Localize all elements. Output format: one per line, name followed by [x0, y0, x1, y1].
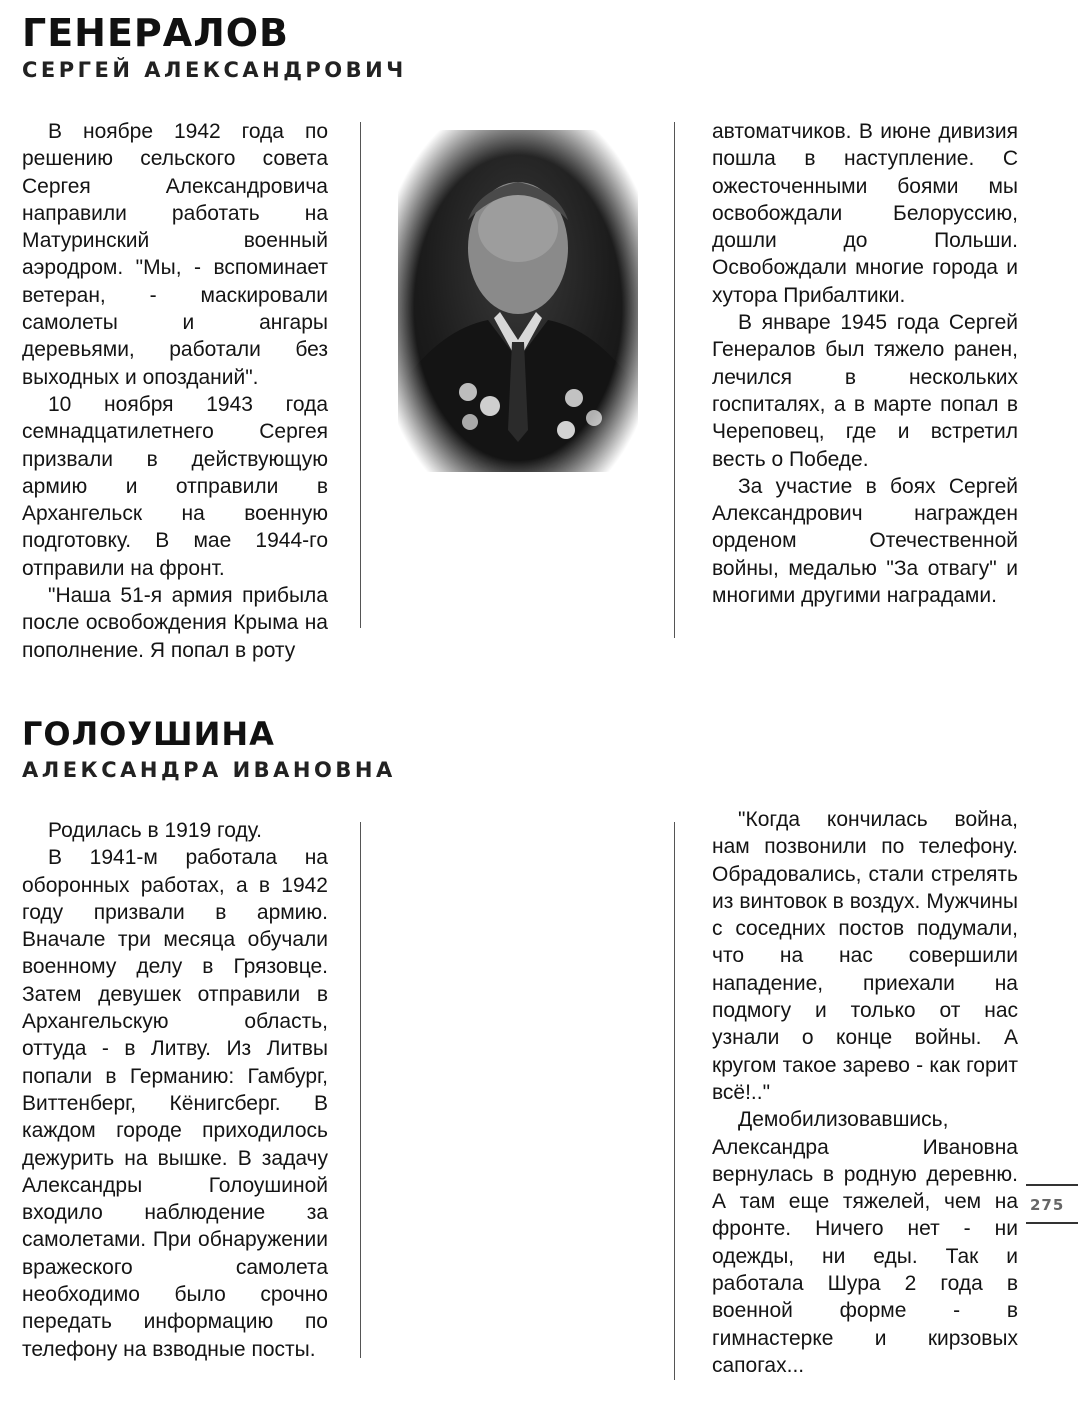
- paragraph: Демобилизовавшись, Александра Ивановна вернулась в родную деревню. А там еще тяжелей, чем на фронте. Ничего нет - ни одежды, ни еды. Так и работала Шура 2 года в военной форме - в гимнастерке и кирзовых сапогах...: [712, 1108, 1018, 1377]
- page-number: 275: [1030, 1196, 1065, 1214]
- paragraph: Родилась в 1919 году.: [48, 819, 262, 842]
- paragraph: За участие в боях Сергей Александрович награжден орденом Отечественной войны, медалью "За отвагу" и многими другими наградами.: [712, 474, 1018, 608]
- page-number-rule-top: [1026, 1184, 1078, 1186]
- portrait-illustration: [398, 130, 638, 472]
- entry-2-given-names: АЛЕКСАНДРА ИВАНОВНА: [22, 758, 396, 782]
- entry-1-surname: ГЕНЕРАЛОВ: [22, 11, 290, 55]
- paragraph: В ноябре 1942 года по решению сельского совета Сергея Александровича направили работать на Матуринский военный аэродром. "Мы, - вспоминает ветеран, - маскировали самолеты и ангары деревьями, работали без выходных и опозданий".: [22, 120, 328, 389]
- veteran-portrait-photo: [398, 130, 638, 472]
- entry-1-left-column: [22, 118, 328, 664]
- column-divider: [674, 822, 675, 1380]
- entry-1-right-column: [712, 118, 1018, 609]
- entry-2-surname: ГОЛОУШИНА: [22, 715, 275, 753]
- paragraph: "Когда кончилась война, нам позвонили по телефону. Обрадовались, стали стрелять из винтовок в воздух. Мужчины с соседних постов подумали, что на нас совершили нападение, приехали на подмогу и только от нас узнали о конце войны. А кругом такое зарево - как горит всё!..": [712, 808, 1018, 1104]
- paragraph: В январе 1945 года Сергей Генералов был тяжело ранен, лечился в нескольких госпиталях, а в марте попал в Череповец, где и встретил весть о Победе.: [712, 311, 1018, 471]
- paragraph: 10 ноября 1943 года семнадцатилетнего Сергея призвали в действующую армию и отправили в Архангельск на военную подготовку. В мае 1944-го отправили на фронт.: [22, 392, 328, 580]
- entry-1-given-names: СЕРГЕЙ АЛЕКСАНДРОВИЧ: [22, 58, 407, 82]
- page-number-rule-bottom: [1026, 1222, 1078, 1224]
- column-divider: [360, 122, 361, 628]
- paragraph: "Наша 51-я армия прибыла после освобождения Крыма на пополнение. Я попал в роту: [22, 584, 328, 662]
- paragraph: автоматчиков. В июне дивизия пошла в наступление. С ожесточенными боями мы освобождали Белоруссию, дошли до Польши. Освобождали многие города и хутора Прибалтики.: [712, 120, 1018, 307]
- entry-2-left-column: [22, 817, 328, 1363]
- column-divider: [674, 122, 675, 638]
- entry-2-right-column: [712, 806, 1018, 1379]
- paragraph: В 1941-м работала на оборонных работах, а в 1942 году призвали в армию. Вначале три месяца обучали военному делу в Грязовце. Затем девушек отправили в Архангельскую область, оттуда - в Литву. Из Литвы попали в Германию: Гамбург, Виттенберг, Кёнигсберг. В каждом городе приходилось дежурить на вышке. В задачу Александры Голоушиной входило наблюдение за самолетами. При обнаружении вражеского самолета необходимо было срочно передать информацию по телефону на взводные посты.: [22, 846, 328, 1361]
- column-divider: [360, 822, 361, 1358]
